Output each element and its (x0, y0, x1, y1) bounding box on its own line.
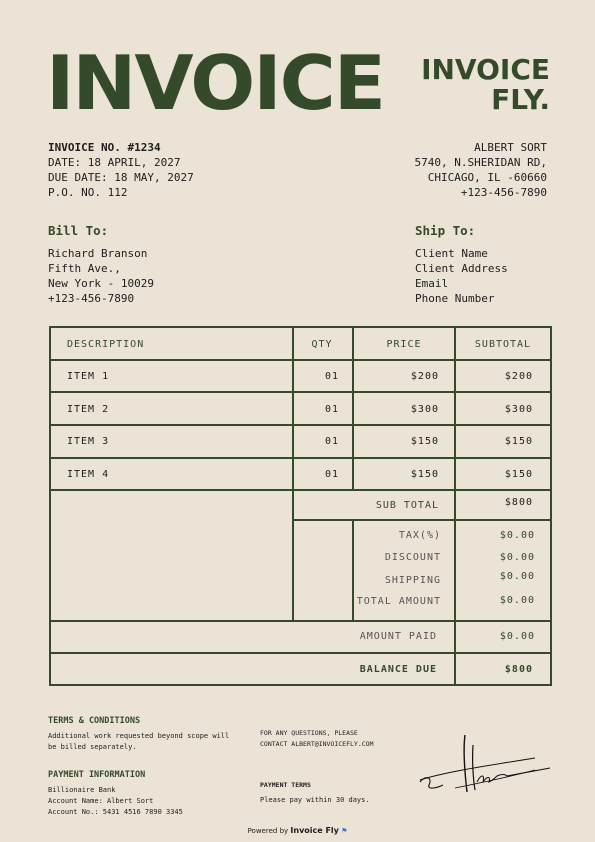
row-divider (49, 620, 551, 622)
total-amount-value: $0.00 (499, 595, 535, 606)
row-2-description: ITEM 2 (67, 404, 110, 415)
brand-logo (421, 55, 550, 115)
payment-terms-text: Please pay within 30 days. (260, 796, 370, 804)
row-4-price: $150 (410, 469, 439, 480)
tax-value: $0.00 (499, 530, 535, 541)
row-1-qty: 01 (324, 371, 340, 382)
ship-to (415, 223, 508, 306)
powered-by-brand: Invoice Fly (290, 826, 339, 835)
row-4-qty: 01 (324, 469, 340, 480)
items-table (49, 326, 551, 686)
discount-label: DISCOUNT (384, 552, 441, 563)
row-3-description: ITEM 3 (67, 436, 110, 447)
payment-info-section (48, 770, 183, 818)
payment-terms-heading: PAYMENT TERMS (260, 781, 311, 789)
ship-to-email: Email (415, 277, 449, 290)
row-4-subtotal: $150 (504, 469, 533, 480)
terms-section (48, 716, 229, 753)
row-divider (49, 359, 551, 361)
bill-to (48, 223, 154, 306)
total-amount-label: TOTAL AMOUNT (356, 596, 441, 607)
bill-to-heading: Bill To: (48, 223, 109, 238)
sender-info (415, 140, 547, 200)
powered-by-text: Powered by (247, 827, 289, 835)
account-number: Account No.: 5431 4516 7890 3345 (48, 808, 183, 816)
row-2-subtotal: $300 (504, 404, 533, 415)
header-price: PRICE (386, 339, 422, 350)
payment-info-heading: PAYMENT INFORMATION (48, 770, 146, 780)
row-2-qty: 01 (324, 404, 340, 415)
table-border (49, 684, 551, 686)
table-border (550, 326, 552, 686)
due-date: DUE DATE: 18 MAY, 2027 (48, 171, 194, 184)
sender-address-1: 5740, N.SHERIDAN RD, (414, 156, 547, 169)
signature-image (415, 730, 555, 800)
invoice-number: INVOICE NO. #1234 (48, 141, 161, 154)
balance-due-label: BALANCE DUE (359, 664, 437, 675)
shipping-label: SHIPPING (384, 575, 441, 586)
row-divider (49, 424, 551, 426)
brand-line-2: FLY. (491, 83, 550, 116)
brand-line-1: INVOICE (421, 53, 550, 86)
account-name: Account Name: Albert Sort (48, 797, 154, 805)
terms-line-2: be billed separately. (48, 743, 137, 751)
questions-line-1: FOR ANY QUESTIONS, PLEASE (260, 729, 358, 737)
questions-line-2: CONTACT ALBERT@INVOICEFLY.COM (260, 740, 374, 748)
header-description: DESCRIPTION (67, 339, 145, 350)
sender-name: ALBERT SORT (474, 141, 547, 154)
row-divider (49, 391, 551, 393)
shipping-value: $0.00 (499, 571, 535, 582)
ship-to-name: Client Name (415, 247, 488, 260)
row-3-qty: 01 (324, 436, 340, 447)
bank-name: Billionaire Bank (48, 786, 116, 794)
bill-to-name: Richard Branson (48, 247, 148, 260)
sub-total-value: $800 (504, 497, 533, 508)
header-qty: QTY (311, 339, 333, 350)
tax-label: TAX(%) (398, 530, 441, 541)
ship-to-address: Client Address (415, 262, 508, 275)
bill-to-address-1: Fifth Ave., (48, 262, 121, 275)
po-number: P.O. NO. 112 (48, 186, 128, 199)
row-4-description: ITEM 4 (67, 469, 110, 480)
powered-by (0, 826, 595, 835)
row-1-subtotal: $200 (504, 371, 533, 382)
payment-terms-section (260, 780, 370, 806)
row-divider (49, 489, 551, 491)
contact-section (260, 728, 374, 750)
discount-value: $0.00 (499, 552, 535, 563)
terms-heading: TERMS & CONDITIONS (48, 716, 141, 726)
row-divider (49, 457, 551, 459)
ship-to-phone: Phone Number (415, 292, 495, 305)
row-3-price: $150 (410, 436, 439, 447)
sender-phone: +123-456-7890 (460, 186, 547, 199)
amount-paid-value: $0.00 (499, 631, 535, 642)
row-divider (292, 519, 551, 521)
row-2-price: $300 (410, 404, 439, 415)
balance-due-value: $800 (504, 664, 533, 675)
ship-to-heading: Ship To: (415, 223, 476, 238)
sender-address-2: CHICAGO, IL -60660 (427, 171, 547, 184)
row-1-description: ITEM 1 (67, 371, 110, 382)
table-border (49, 326, 51, 686)
sub-total-label: SUB TOTAL (375, 500, 439, 511)
row-1-price: $200 (410, 371, 439, 382)
terms-line-1: Additional work requested beyond scope will (48, 732, 230, 740)
row-3-subtotal: $150 (504, 436, 533, 447)
table-border (49, 326, 551, 328)
bill-to-address-2: New York - 10029 (48, 277, 154, 290)
invoice-meta (48, 140, 194, 200)
invoice-title: INVOICE (46, 39, 384, 127)
row-divider (49, 652, 551, 654)
bill-to-phone: +123-456-7890 (48, 292, 135, 305)
amount-paid-label: AMOUNT PAID (359, 631, 437, 642)
header-subtotal: SUBTOTAL (474, 339, 532, 350)
invoice-date: DATE: 18 APRIL, 2027 (48, 156, 181, 169)
flag-icon: ⚑ (341, 827, 348, 835)
